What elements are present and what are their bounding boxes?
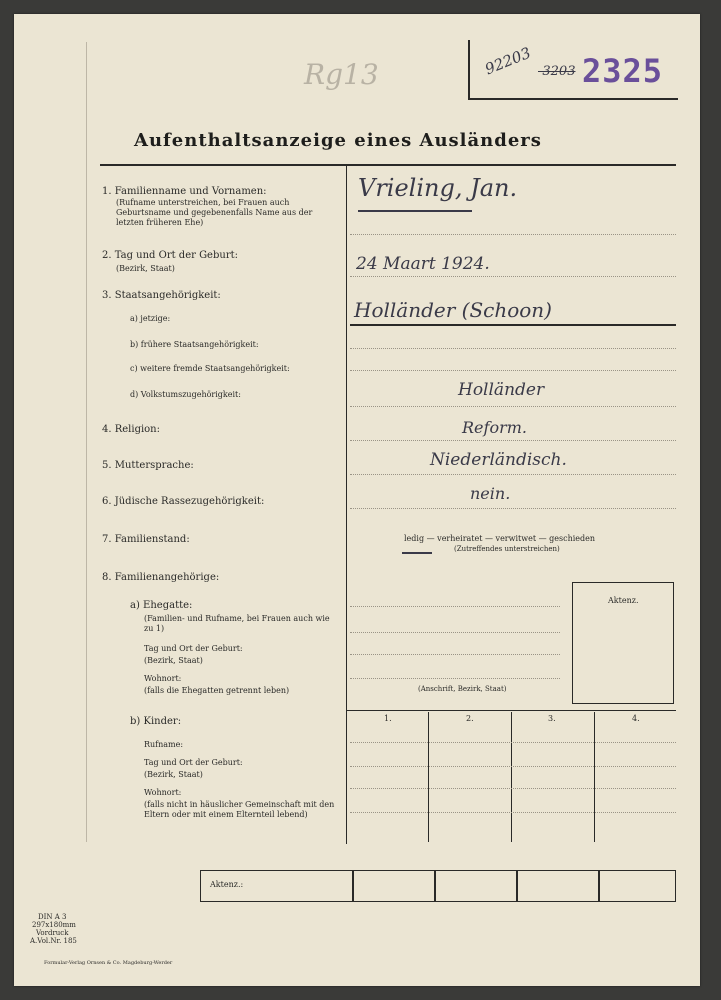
item-3c-label: c) weitere fremde Staatsangehörigkeit:: [130, 364, 290, 373]
item-3-value: Holländer (Schoon): [354, 298, 552, 322]
item-2-value: 24 Maart 1924.: [356, 254, 490, 274]
form-page: [14, 14, 700, 986]
item-8a-birth-note: (Bezirk, Staat): [144, 656, 203, 665]
item-3a-label: a) jetzige:: [130, 314, 171, 323]
item-8b-wohnort-label: Wohnort:: [144, 788, 182, 797]
line: [350, 632, 560, 633]
kinder-col-4: 4.: [632, 714, 640, 723]
line: [350, 678, 560, 679]
footer-size: 297x180mm: [32, 921, 76, 929]
stamp-frame-left: [468, 40, 470, 100]
item-5-label: 5. Muttersprache:: [102, 460, 194, 471]
aktenz-divider: [598, 871, 600, 901]
item-8a-wohnort-label: Wohnort:: [144, 674, 182, 683]
line: [350, 508, 676, 509]
pencil-note: Rg13: [304, 58, 379, 91]
aktenz-box-label: Aktenz.: [608, 596, 639, 605]
line: [350, 276, 676, 277]
kinder-col-divider: [428, 712, 429, 842]
aktenz-divider: [434, 871, 436, 901]
line: [350, 370, 676, 371]
item-2-note: (Bezirk, Staat): [116, 264, 175, 273]
item-3-label: 3. Staatsangehörigkeit:: [102, 290, 221, 301]
line: [350, 324, 676, 326]
stamp-frame-bottom: [468, 98, 678, 100]
rufname-underline: [358, 210, 472, 212]
line: [350, 654, 560, 655]
kinder-top-rule: [346, 710, 676, 711]
kinder-col-3: 3.: [548, 714, 556, 723]
footer-publisher: Formular-Verlag Ornsen & Co. Magdeburg-Werder: [44, 960, 173, 966]
item-8a-label: a) Ehegatte:: [130, 600, 193, 611]
stamp-struck-number: -3203: [538, 64, 576, 79]
line: [350, 812, 676, 813]
line: [350, 474, 676, 475]
item-1-label: 1. Familienname und Vornamen:: [102, 186, 267, 197]
title-underline: [100, 164, 676, 166]
item-5-value: Niederländisch.: [430, 450, 567, 470]
item-8-label: 8. Familienangehörige:: [102, 572, 220, 583]
item-8a-wohnort-note: (falls die Ehegatten getrennt leben): [144, 686, 290, 695]
item-4-label: 4. Religion:: [102, 424, 160, 435]
kinder-col-divider: [594, 712, 595, 842]
line: [350, 788, 676, 789]
aktenz-divider: [516, 871, 518, 901]
item-8a-birth-label: Tag und Ort der Geburt:: [144, 644, 243, 653]
line: [350, 606, 560, 607]
footer-vordruck: Vordruck: [36, 929, 69, 937]
item-6-label: 6. Jüdische Rassezugehörigkeit:: [102, 496, 265, 507]
item-8a-name-note: (Familien- und Rufname, bei Frauen auch wie zu 1): [144, 614, 330, 633]
column-divider: [346, 166, 347, 844]
line: [350, 348, 676, 349]
kinder-col-2: 2.: [466, 714, 474, 723]
item-8b-label: b) Kinder:: [130, 716, 182, 727]
line: [350, 742, 676, 743]
kinder-col-divider: [511, 712, 512, 842]
line: [350, 766, 676, 767]
item-8b-birth-note: (Bezirk, Staat): [144, 770, 203, 779]
aktenz-divider: [352, 871, 354, 901]
ledig-underline: [402, 552, 432, 554]
item-2-label: 2. Tag und Ort der Geburt:: [102, 250, 238, 261]
item-8a-address-note: (Anschrift, Bezirk, Staat): [418, 685, 507, 693]
item-3d-label: d) Volkstumszugehörigkeit:: [130, 390, 241, 399]
item-7-note: (Zutreffendes unterstreichen): [454, 545, 560, 553]
kinder-col-1: 1.: [384, 714, 392, 723]
form-title: Aufenthaltsanzeige eines Ausländers: [134, 130, 542, 151]
item-3d-value: Holländer: [458, 380, 545, 400]
item-1-value: Vrieling, Jan.: [358, 174, 518, 202]
aktenz-row-label: Aktenz.:: [210, 880, 244, 889]
left-margin-rule: [86, 42, 87, 842]
item-3b-label: b) frühere Staatsangehörigkeit:: [130, 340, 259, 349]
stamp-number: 2325: [582, 52, 664, 90]
stamp-handwritten-number: 92203: [482, 43, 534, 79]
footer-din: DIN A 3: [38, 913, 67, 921]
item-1-note: (Rufname unterstreichen, bei Frauen auch Geburtsname und gegebenenfalls Name aus der letzten früheren Ehe): [116, 198, 313, 227]
aktenz-row: [200, 870, 676, 902]
item-8b-birth-label: Tag und Ort der Geburt:: [144, 758, 243, 767]
item-7-options: ledig — verheiratet — verwitwet — geschieden: [404, 534, 596, 543]
item-7-label: 7. Familienstand:: [102, 534, 190, 545]
item-8b-rufname-label: Rufname:: [144, 740, 184, 749]
item-6-value: nein.: [470, 484, 511, 503]
line: [350, 406, 676, 407]
item-8b-wohnort-note: (falls nicht in häuslicher Gemeinschaft mit den Eltern oder mit einem Elternteil lebend): [144, 800, 335, 819]
footer-ref: A.Vol.Nr. 185: [30, 937, 77, 945]
line: [350, 234, 676, 235]
line: [350, 440, 676, 441]
item-4-value: Reform.: [462, 418, 527, 437]
